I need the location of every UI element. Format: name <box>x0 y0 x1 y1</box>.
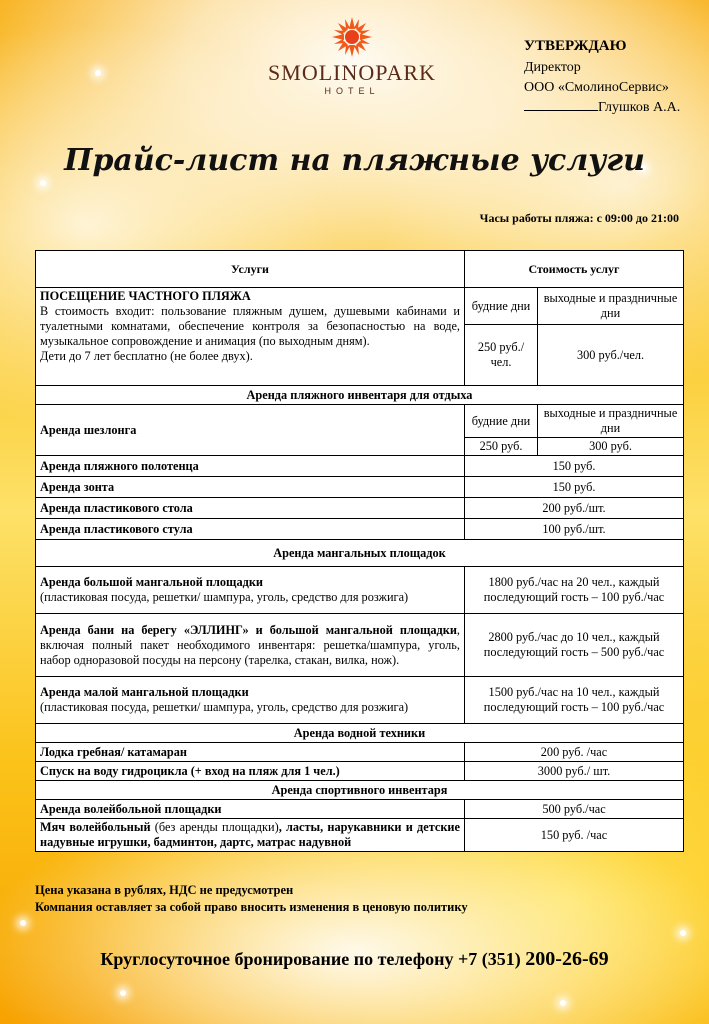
approval-signature <box>524 98 680 118</box>
ball-name-b: (без аренды площадки) <box>150 820 279 834</box>
row-price: 100 руб./шт. <box>465 519 684 540</box>
sparkle <box>40 180 46 186</box>
sparkle <box>560 1000 566 1006</box>
table-header-row <box>36 251 684 288</box>
note-changes: Компания оставляет за собой право вносить изменения в ценовую политику <box>35 900 468 914</box>
beach-weekdays-price: 250 руб./чел. <box>465 325 538 386</box>
table-row <box>36 519 684 540</box>
banya-price: 2800 руб./час до 10 чел., каждый последующий гость – 500 руб./час <box>465 614 684 677</box>
sun-icon <box>328 16 376 58</box>
grill-small-desc: (пластиковая посуда, решетки/ шампура, уголь, средство для розжига) <box>40 700 409 714</box>
logo-name: SMOLINOPARK <box>268 60 436 85</box>
row-name: Аренда пляжного полотенца <box>36 456 465 477</box>
approval-block <box>524 36 680 118</box>
booking-phone <box>0 948 709 971</box>
header-services: Услуги <box>36 251 465 288</box>
grill-small-name: Аренда малой мангальной площадки <box>40 685 249 699</box>
row-name: Аренда зонта <box>36 477 465 498</box>
header-cost: Стоимость услуг <box>465 251 684 288</box>
table-row <box>36 456 684 477</box>
table-row <box>36 677 684 724</box>
row-price: 200 руб./шт. <box>465 498 684 519</box>
approval-company: ООО «СмолиноСервис» <box>524 80 669 95</box>
table-row <box>36 800 684 819</box>
row-price: 150 руб. <box>465 456 684 477</box>
section-water: Аренда водной техники <box>36 724 684 743</box>
table-row <box>36 614 684 677</box>
grill-big-price: 1800 руб./час на 20 чел., каждый последующий гость – 100 руб./час <box>465 567 684 614</box>
ball-name-a: Мяч волейбольный <box>40 820 151 834</box>
table-row <box>36 477 684 498</box>
lounger-weekdays-label: будние дни <box>465 405 538 438</box>
weekdays-label: будние дни <box>465 288 538 325</box>
row-price: 3000 руб./ шт. <box>465 762 684 781</box>
grill-big-cell <box>36 567 465 614</box>
table-row <box>36 762 684 781</box>
phone-number: 200-26-69 <box>525 948 609 970</box>
sparkle <box>20 920 26 926</box>
sparkle <box>680 930 686 936</box>
section-row <box>36 781 684 800</box>
logo-subtitle: HOTEL <box>324 86 380 96</box>
banya-desc: , включая полный пакет необходимого инвентаря: решетка/шампура, уголь, набор одноразовой посуды на персону (тарелка, стакан, вилка, нож). <box>40 622 460 667</box>
lounger-weekend-price: 300 руб. <box>538 438 684 456</box>
table-row <box>36 567 684 614</box>
table-row <box>36 405 684 438</box>
section-row <box>36 540 684 567</box>
banya-cell <box>36 614 465 677</box>
row-price: 150 руб. <box>465 477 684 498</box>
section-grill: Аренда мангальных площадок <box>36 540 684 567</box>
table-row <box>36 288 684 325</box>
beach-visit-cell <box>36 288 465 386</box>
lounger-weekdays-price: 250 руб. <box>465 438 538 456</box>
ball-name-c: , ласты, нарукавники и детские надувные игрушки, бадминтон, дартс, матрас надувной <box>40 820 460 849</box>
ball-price: 150 руб. /час <box>465 819 684 852</box>
row-name: Спуск на воду гидроцикла (+ вход на пляж для 1 чел.) <box>36 762 465 781</box>
ball-cell <box>36 819 465 852</box>
approval-position: Директор <box>524 60 581 75</box>
signature-line <box>524 98 598 111</box>
sparkle <box>95 70 101 76</box>
sparkle <box>120 990 126 996</box>
volley-court-name: Аренда волейбольной площадки <box>36 800 465 819</box>
beach-visit-kids: Дети до 7 лет бесплатно (не более двух). <box>40 349 253 363</box>
price-table <box>35 250 684 852</box>
section-row <box>36 386 684 405</box>
beach-visit-desc: В стоимость входит: пользование пляжным душем, душевыми кабинами и туалетными комнатами, обеспечение контроля за безопасностью на воде, музыкальное сопровождение и анимация (по выходным дням). <box>40 304 460 348</box>
notes <box>35 882 468 916</box>
table-row <box>36 819 684 852</box>
phone-text: Круглосуточное бронирование по телефону +7 (351) <box>100 949 526 969</box>
hotel-logo <box>252 16 452 96</box>
row-name: Аренда пластикового стола <box>36 498 465 519</box>
banya-name: Аренда бани на берегу «ЭЛЛИНГ» и большой мангальной площадки <box>40 622 457 637</box>
table-row <box>36 498 684 519</box>
grill-small-cell <box>36 677 465 724</box>
table-row <box>36 743 684 762</box>
weekend-label: выходные и праздничные дни <box>538 288 684 325</box>
page-title: Прайс-лист на пляжные услуги <box>64 143 645 178</box>
beach-weekend-price: 300 руб./чел. <box>538 325 684 386</box>
row-name: Лодка гребная/ катамаран <box>36 743 465 762</box>
volley-court-price: 500 руб./час <box>465 800 684 819</box>
approval-title: УТВЕРЖДАЮ <box>524 38 627 54</box>
lounger-weekend-label: выходные и праздничные дни <box>538 405 684 438</box>
lounger-name: Аренда шезлонга <box>36 405 465 456</box>
section-inventory: Аренда пляжного инвентаря для отдыха <box>36 386 684 405</box>
beach-hours: Часы работы пляжа: с 09:00 до 21:00 <box>479 211 679 225</box>
approval-signer: Глушков А.А. <box>598 100 681 115</box>
beach-visit-title: ПОСЕЩЕНИЕ ЧАСТНОГО ПЛЯЖА <box>40 289 251 303</box>
note-vat: Цена указана в рублях, НДС не предусмотрен <box>35 883 294 897</box>
row-price: 200 руб. /час <box>465 743 684 762</box>
grill-big-name: Аренда большой мангальной площадки <box>40 575 263 589</box>
section-sport: Аренда спортивного инвентаря <box>36 781 684 800</box>
grill-small-price: 1500 руб./час на 10 чел., каждый последующий гость – 100 руб./час <box>465 677 684 724</box>
section-row <box>36 724 684 743</box>
grill-big-desc: (пластиковая посуда, решетки/ шампура, уголь, средство для розжига) <box>40 590 409 604</box>
row-name: Аренда пластикового стула <box>36 519 465 540</box>
